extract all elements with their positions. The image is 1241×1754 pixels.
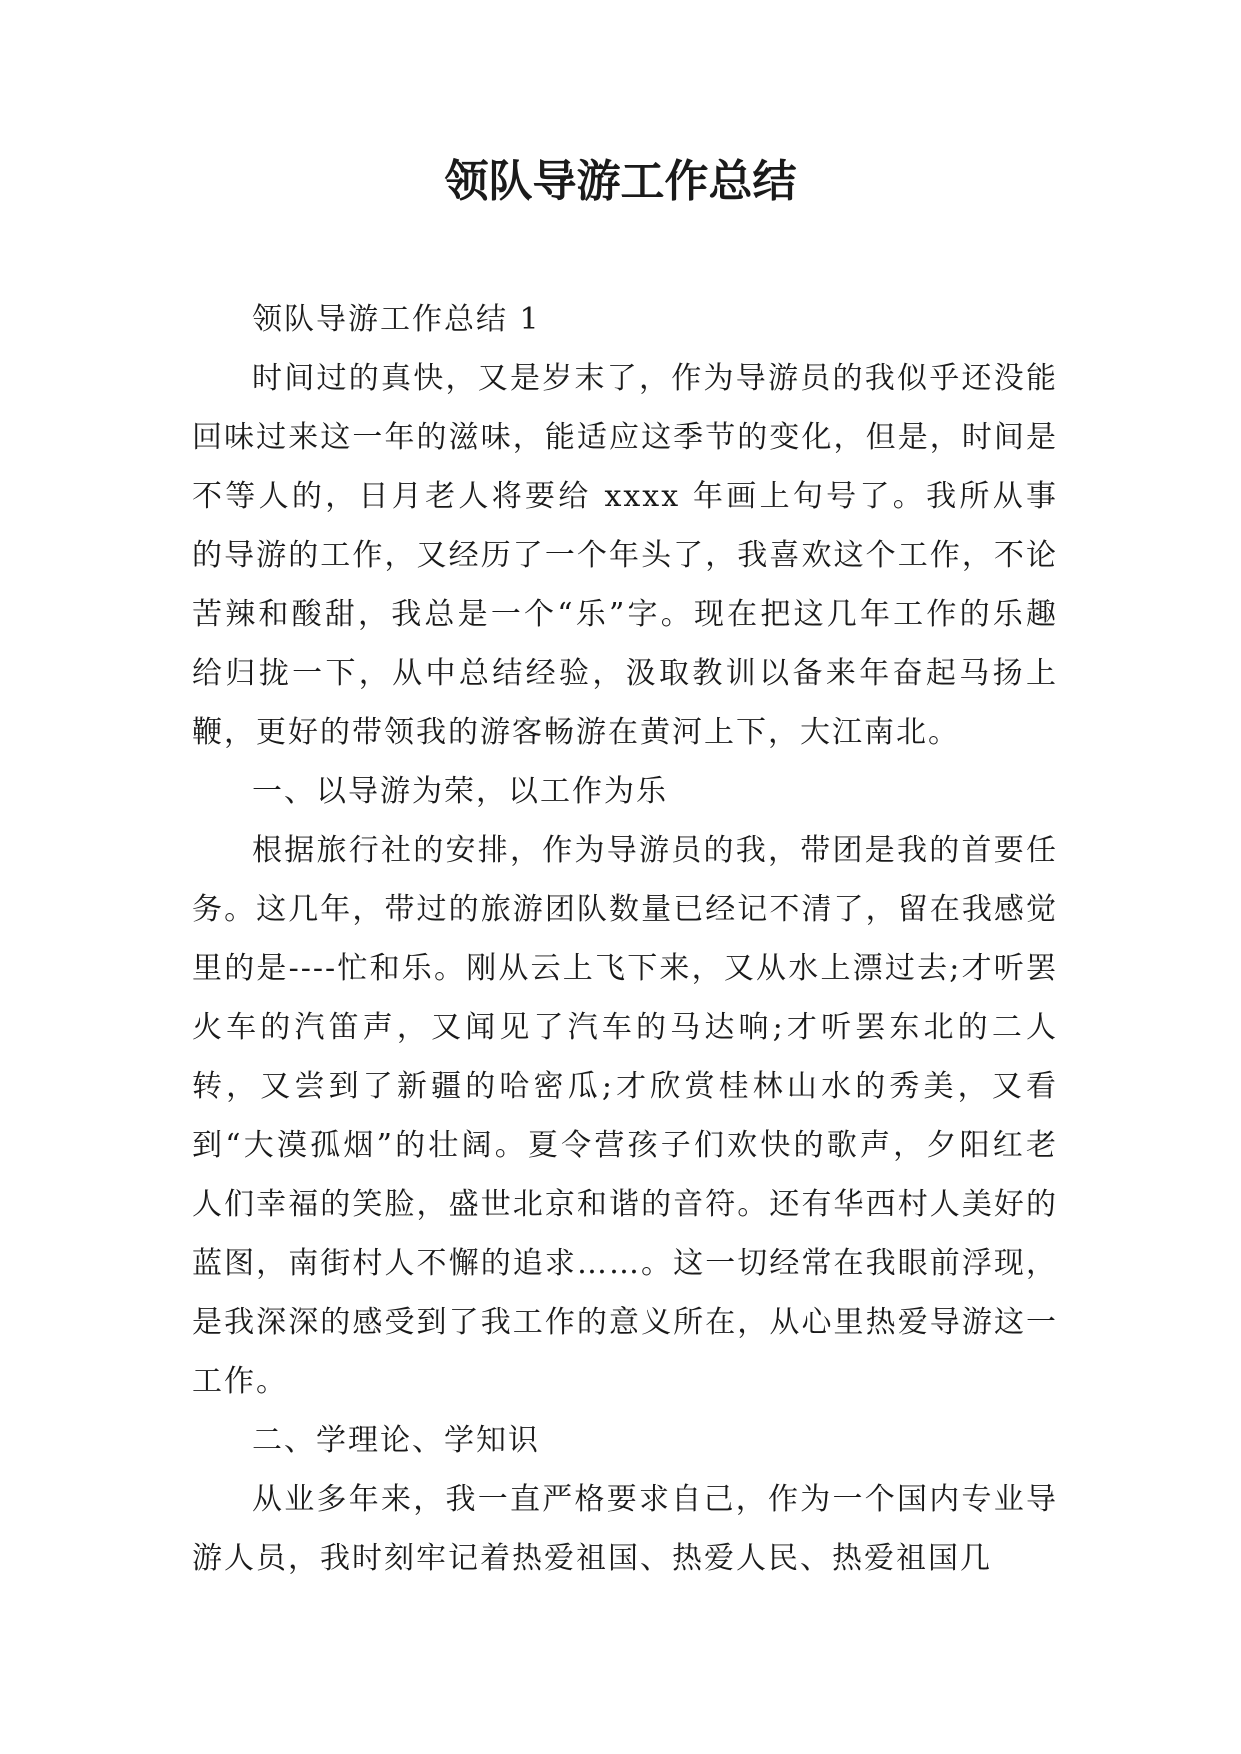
paragraph-work: 根据旅行社的安排，作为导游员的我，带团是我的首要任务。这几年，带过的旅游团队数量已经记不清了，留在我感觉里的是----忙和乐。刚从云上飞下来，又从水上漂过去;才听罢火车的汽笛声，又闻见了汽车的马达响;才听罢东北的二人转，又尝到了新疆的哈密瓜;才欣赏桂林山水的秀美，又看到“大漠孤烟”的壮阔。夏令营孩子们欢快的歌声，夕阳红老人们幸福的笑脸，盛世北京和谐的音符。还有华西村人美好的蓝图，南街村人不懈的追求……。这一切经常在我眼前浮现，是我深深的感受到了我工作的意义所在，从心里热爱导游这一工作。	[192, 833, 1058, 1399]
section-heading-one: 一、以导游为荣，以工作为乐	[252, 774, 668, 809]
document-title: 领队导游工作总结	[444, 156, 797, 207]
document-body	[192, 290, 1058, 1588]
paragraph-intro: 时间过的真快，又是岁末了，作为导游员的我似乎还没能回味过来这一年的滋味，能适应这季节的变化，但是，时间是不等人的，日月老人将要给 xxxx 年画上句号了。我所从事的导游的工作，又经历了一个年头了，我喜欢这个工作，不论苦辣和酸甜，我总是一个“乐”字。现在把这几年工作的乐趣给归拢一下，从中总结经验，汲取教训以备来年奋起马扬上鞭，更好的带领我的游客畅游在黄河上下，大江南北。	[192, 361, 1058, 750]
section-heading-1: 领队导游工作总结 1	[252, 302, 541, 337]
section-heading-two: 二、学理论、学知识	[252, 1423, 540, 1458]
paragraph-study: 从业多年来，我一直严格要求自己，作为一个国内专业导游人员，我时刻牢记着热爱祖国、热爱人民、热爱祖国几	[192, 1482, 1058, 1576]
